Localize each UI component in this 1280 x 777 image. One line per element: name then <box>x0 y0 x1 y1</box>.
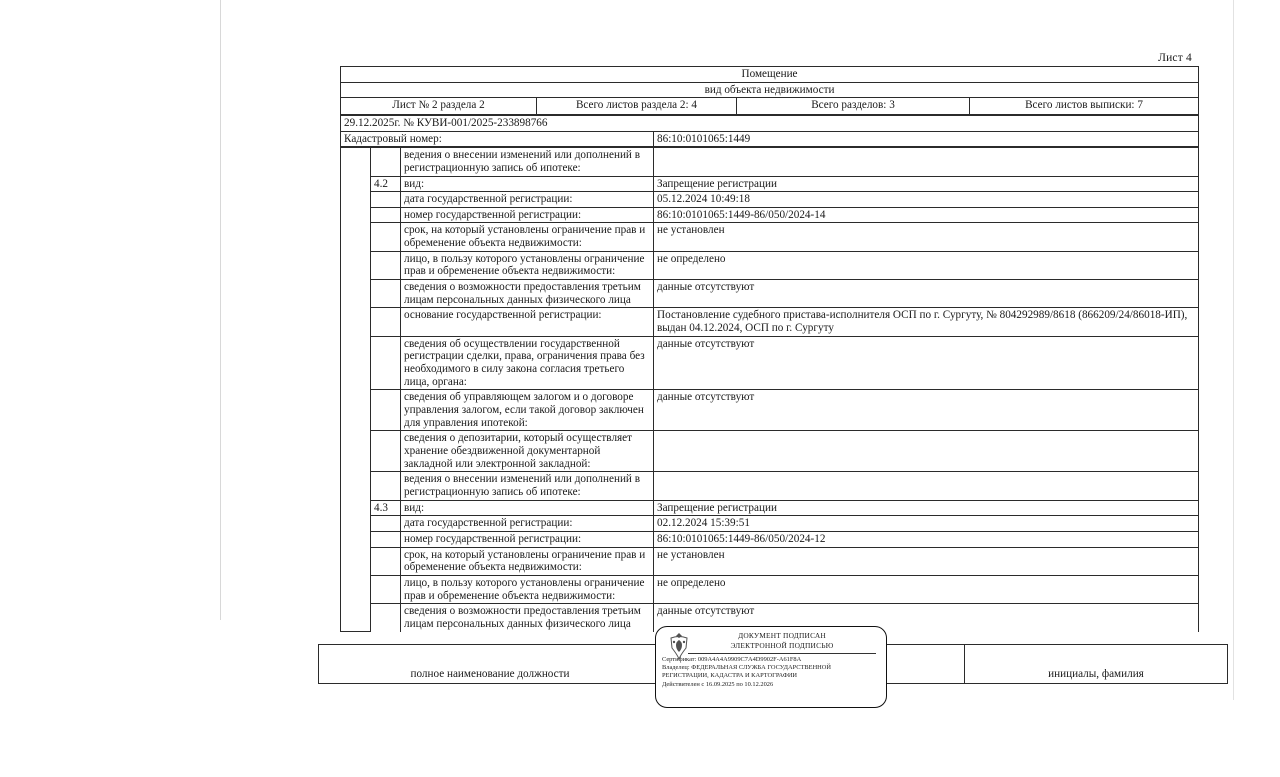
row-value: не определено <box>654 251 1199 279</box>
electronic-signature-stamp <box>655 626 887 708</box>
object-type-caption: вид объекта недвижимости <box>341 82 1199 98</box>
table-row <box>341 431 1199 472</box>
stamp-certificate: Сертификат: 009А4А4А9909С7А4D9902F-А61F8А <box>662 655 802 663</box>
row-number <box>371 531 401 547</box>
row-label: номер государственной регистрации: <box>401 531 654 547</box>
row-label: дата государственной регистрации: <box>401 516 654 532</box>
stamp-owner-line2: РЕГИСТРАЦИИ, КАДАСТРА И КАРТОГРАФИИ <box>662 672 798 680</box>
table-row <box>341 308 1199 336</box>
row-label: дата государственной регистрации: <box>401 192 654 208</box>
registration-records-table <box>340 147 1199 632</box>
stamp-validity: Действителен с 16.09.2025 по 10.12.2026 <box>662 680 774 688</box>
row-value: 86:10:0101065:1449-86/050/2024-12 <box>654 531 1199 547</box>
row-label: вид: <box>401 500 654 516</box>
table-row <box>341 176 1199 192</box>
row-value: 02.12.2024 15:39:51 <box>654 516 1199 532</box>
cadastral-row <box>341 131 1199 147</box>
coat-of-arms-icon <box>666 632 692 662</box>
row-label: сведения об осуществлении государственной регистрации сделки, права, ограничения права без необходимого в силу закона согласия третьего лица, органа: <box>401 336 654 390</box>
row-outer-number <box>341 148 371 632</box>
position-caption: полное наименование должности <box>319 645 662 684</box>
table-row <box>341 251 1199 279</box>
row-label: ведения о внесении изменений или дополнений в регистрационную запись об ипотеке: <box>401 472 654 500</box>
table-row <box>341 280 1199 308</box>
row-number <box>371 575 401 603</box>
table-row <box>341 390 1199 431</box>
section-sheet: Лист № 2 раздела 2 <box>341 98 537 115</box>
total-sections: Всего разделов: 3 <box>737 98 970 115</box>
row-number <box>371 148 401 176</box>
row-label: срок, на который установлены ограничение прав и обременение объекта недвижимости: <box>401 223 654 251</box>
row-value: не установлен <box>654 223 1199 251</box>
stamp-title-line2: ЭЛЕКТРОННОЙ ПОДПИСЬЮ <box>730 640 834 650</box>
row-number: 4.2 <box>371 176 401 192</box>
document-meta-table <box>340 115 1199 147</box>
scan-artifact-line <box>1233 0 1234 700</box>
row-value: не определено <box>654 575 1199 603</box>
sheet-label: Лист 4 <box>1158 52 1192 64</box>
row-value: Запрещение регистрации <box>654 500 1199 516</box>
row-number <box>371 390 401 431</box>
row-value: данные отсутствуют <box>654 604 1199 632</box>
row-number <box>371 336 401 390</box>
row-number <box>371 431 401 472</box>
table-row <box>341 472 1199 500</box>
row-value: данные отсутствуют <box>654 390 1199 431</box>
row-value: данные отсутствуют <box>654 336 1199 390</box>
row-value <box>654 472 1199 500</box>
table-row <box>341 223 1199 251</box>
cadastral-label: Кадастровый номер: <box>341 131 654 147</box>
row-number <box>371 251 401 279</box>
object-type-value: Помещение <box>341 67 1199 83</box>
table-row <box>341 207 1199 223</box>
table-row <box>341 336 1199 390</box>
stamp-title-line1: ДОКУМЕНТ ПОДПИСАН <box>738 631 826 640</box>
stamp-divider <box>688 653 876 654</box>
table-row <box>341 148 1199 176</box>
row-label: сведения о возможности предоставления третьим лицам персональных данных физического лица <box>401 280 654 308</box>
row-label: основание государственной регистрации: <box>401 308 654 336</box>
stamp-title <box>684 631 880 651</box>
header-object-type-row <box>341 67 1199 83</box>
table-row <box>341 500 1199 516</box>
row-value <box>654 148 1199 176</box>
row-label: лицо, в пользу которого установлены ограничение прав и обременение объекта недвижимости: <box>401 575 654 603</box>
row-value: не установлен <box>654 547 1199 575</box>
row-label: сведения о депозитарии, который осуществляет хранение обездвиженной документарной закладной или электронной закладной: <box>401 431 654 472</box>
row-number <box>371 223 401 251</box>
table-row <box>341 575 1199 603</box>
date-number-row <box>341 116 1199 132</box>
row-number <box>371 207 401 223</box>
header-counts-row <box>341 98 1199 115</box>
cadastral-value: 86:10:0101065:1449 <box>654 131 1199 147</box>
row-number <box>371 280 401 308</box>
section-total-sheets: Всего листов раздела 2: 4 <box>537 98 737 115</box>
name-caption: инициалы, фамилия <box>965 645 1228 684</box>
row-value: 86:10:0101065:1449-86/050/2024-14 <box>654 207 1199 223</box>
stamp-owner-line1: Владелец: ФЕДЕРАЛЬНАЯ СЛУЖБА ГОСУДАРСТВЕННОЙ <box>662 663 832 671</box>
row-label: ведения о внесении изменений или дополнений в регистрационную запись об ипотеке: <box>401 148 654 176</box>
row-label: сведения о возможности предоставления третьим лицам персональных данных физического лица <box>401 604 654 632</box>
row-label: номер государственной регистрации: <box>401 207 654 223</box>
extract-document <box>340 52 1198 632</box>
row-number <box>371 516 401 532</box>
total-extract-sheets: Всего листов выписки: 7 <box>970 98 1199 115</box>
table-row <box>341 531 1199 547</box>
row-value <box>654 431 1199 472</box>
row-label: лицо, в пользу которого установлены ограничение прав и обременение объекта недвижимости: <box>401 251 654 279</box>
document-header-table <box>340 66 1199 115</box>
row-value: Постановление судебного пристава-исполнителя ОСП по г. Сургуту, № 804292989/8618 (866209/24/86018-ИП), выдан 04.12.2024, ОСП по г. Сургуту <box>654 308 1199 336</box>
row-number <box>371 308 401 336</box>
row-label: срок, на который установлены ограничение прав и обременение объекта недвижимости: <box>401 547 654 575</box>
row-number <box>371 192 401 208</box>
header-object-type-caption-row <box>341 82 1199 98</box>
table-row <box>341 547 1199 575</box>
row-value: Запрещение регистрации <box>654 176 1199 192</box>
table-row <box>341 192 1199 208</box>
row-number <box>371 604 401 632</box>
row-value: 05.12.2024 10:49:18 <box>654 192 1199 208</box>
row-number: 4.3 <box>371 500 401 516</box>
table-row <box>341 516 1199 532</box>
date-and-number: 29.12.2025г. № КУВИ-001/2025-233898766 <box>341 116 1199 132</box>
row-label: вид: <box>401 176 654 192</box>
row-number <box>371 547 401 575</box>
row-label: сведения об управляющем залогом и о договоре управления залогом, если такой договор заключен для управления ипотекой: <box>401 390 654 431</box>
row-number <box>371 472 401 500</box>
row-value: данные отсутствуют <box>654 280 1199 308</box>
scan-artifact-line <box>220 0 221 620</box>
